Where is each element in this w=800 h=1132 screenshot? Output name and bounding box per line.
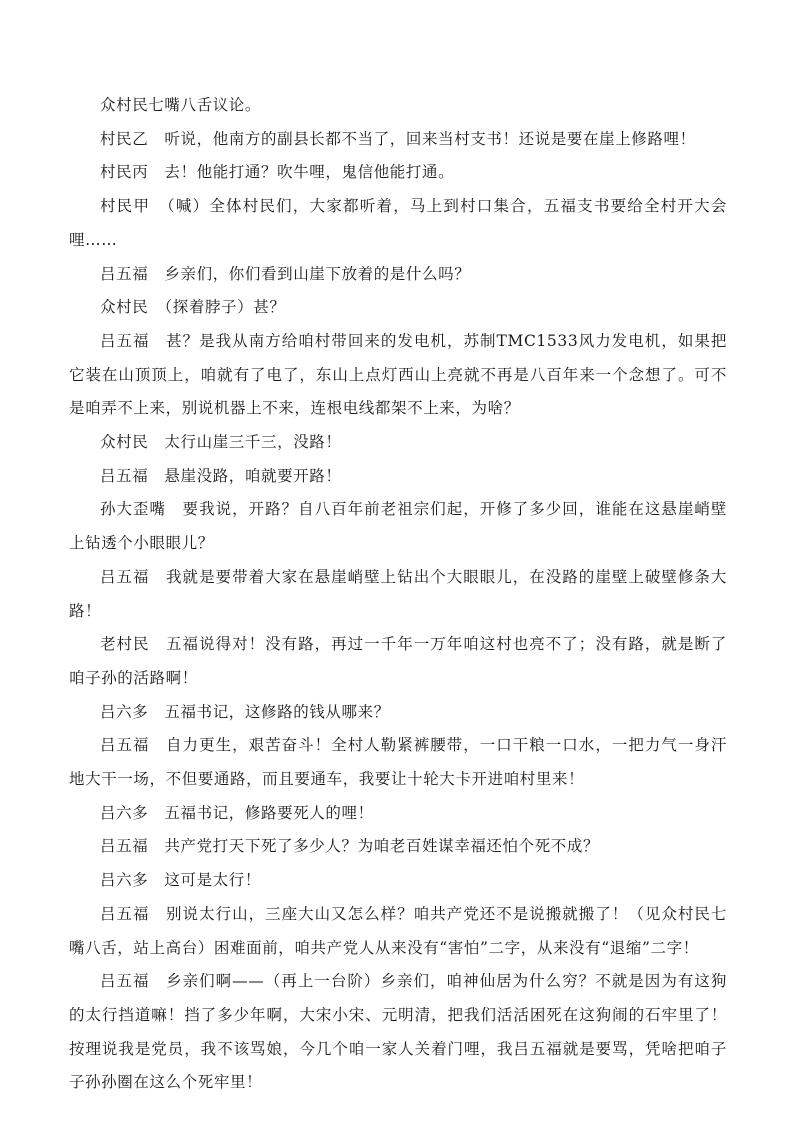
paragraph-13: 吕六多 五福书记，这修路的钱从哪来？ [100, 702, 390, 721]
paragraph-19: 吕五福 乡亲们啊——（再上一台阶）乡亲们，咱神仙居为什么穷？不就是因为有这狗的太行挡道嘛！挡了多少年啊，大宋小宋、元明清，把我们活活困死在这狗闹的石牢里了！按理说我是党员，我不该骂娘，今几个咱一家人关着门哩，我吕五福就是要骂，凭啥把咱子子孙孙圈在这么个死牢里！ [69, 972, 727, 1092]
paragraph-1: 众村民七嘴八舌议论。 [100, 96, 262, 114]
paragraph-14: 吕五福 自力更生，艰苦奋斗！全村人勒紧裤腰带，一口干粮一口水，一把力气一身汗地大干一场，不但要通路，而且要通车，我要让十轮大卡开进咱村里来！ [69, 736, 727, 789]
script-text-body [69, 89, 727, 1100]
paragraph-4: 村民甲 （喊）全体村民们，大家都听着，马上到村口集合，五福支书要给全村开大会哩…… [69, 197, 727, 249]
paragraph-6: 众村民 （探着脖子）甚？ [100, 298, 286, 317]
paragraph-3: 村民丙 去！他能打通？吹牛哩，鬼信他能打通。 [100, 163, 455, 182]
paragraph-10: 孙大歪嘴 要我说，开路？自八百年前老祖宗们起，开修了多少回，谁能在这悬崖峭壁上钻透个小眼眼儿？ [69, 500, 727, 553]
paragraph-15: 吕六多 五福书记，修路要死人的哩！ [100, 803, 374, 822]
paragraph-8: 众村民 太行山崖三千三，没路！ [100, 433, 342, 452]
paragraph-18: 吕五福 别说太行山，三座大山又怎么样？咱共产党还不是说搬就搬了！（见众村民七嘴八舌，站上高台）困难面前，咱共产党人从来没有“害怕”二字，从来没有“退缩”二字！ [69, 904, 727, 957]
paragraph-2: 村民乙 听说，他南方的副县长都不当了，回来当村支书！还说是要在崖上修路哩！ [100, 129, 696, 148]
paragraph-5: 吕五福 乡亲们，你们看到山崖下放着的是什么吗？ [100, 264, 471, 283]
paragraph-16: 吕五福 共产党打天下死了多少人？为咱老百姓谋幸福还怕个死不成？ [100, 837, 600, 856]
paragraph-11: 吕五福 我就是要带着大家在悬崖峭壁上钻出个大眼眼儿，在没路的崖壁上破壁修条大路！ [69, 567, 727, 620]
paragraph-17: 吕六多 这可是太行！ [100, 871, 262, 890]
paragraph-12: 老村民 五福说得对！没有路，再过一千年一万年咱这村也亮不了；没有路，就是断了咱子孙的活路啊！ [69, 635, 727, 687]
paragraph-9: 吕五福 悬崖没路，咱就要开路！ [100, 466, 342, 485]
paragraph-7: 吕五福 甚？是我从南方给咱村带回来的发电机，苏制TMC1533风力发电机，如果把它装在山顶顶上，咱就有了电了，东山上点灯西山上亮就不再是八百年来一个念想了。可不是咱弄不上来，别说机器上不来，连根电线都架不上来，为啥？ [69, 331, 727, 418]
